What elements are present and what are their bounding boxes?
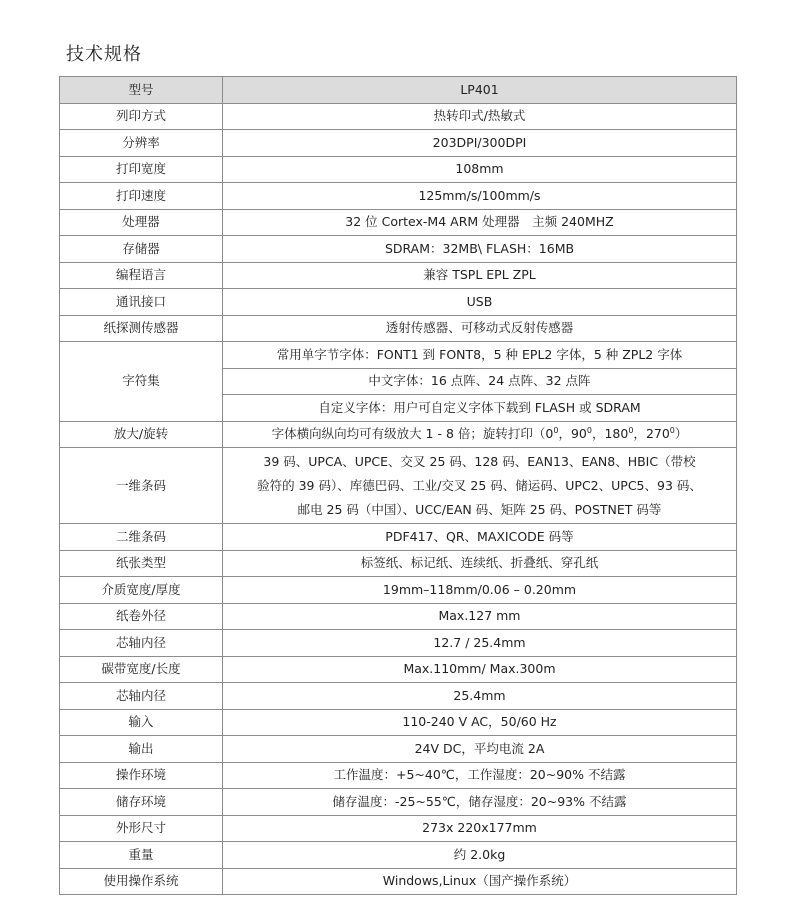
- row-label: 输入: [60, 709, 223, 736]
- row-label: 一维条码: [60, 448, 223, 524]
- table-row: [60, 156, 737, 183]
- row-label: 字符集: [60, 342, 223, 422]
- row-value: 12.7 / 25.4mm: [223, 630, 737, 657]
- table-row-zoom: [60, 421, 737, 448]
- row-value: 标签纸、标记纸、连续纸、折叠纸、穿孔纸: [223, 550, 737, 577]
- degree-mark: 0: [553, 426, 559, 436]
- angle-separator: ，: [591, 426, 605, 442]
- table-row: [60, 577, 737, 604]
- row-value: PDF417、QR、MAXICODE 码等: [223, 524, 737, 551]
- table-row: [60, 524, 737, 551]
- row-value: Max.110mm/ Max.300m: [223, 656, 737, 683]
- row-value: 常用单字节字体：FONT1 到 FONT8，5 种 EPL2 字体，5 种 ZPL2 字体: [223, 342, 737, 369]
- row-value: 273x 220x177mm: [223, 815, 737, 842]
- row-value: Max.127 mm: [223, 603, 737, 630]
- table-row: [60, 262, 737, 289]
- row-label: 碳带宽度/长度: [60, 656, 223, 683]
- row-label: 存储器: [60, 236, 223, 263]
- row-value: 中文字体：16 点阵、24 点阵、32 点阵: [223, 368, 737, 395]
- table-row: [60, 289, 737, 316]
- row-label: 芯轴内径: [60, 630, 223, 657]
- angle-value: 180: [604, 426, 629, 442]
- angle-separator: ，: [558, 426, 571, 442]
- row-value: 110-240 V AC，50/60 Hz: [223, 709, 737, 736]
- row-value: USB: [223, 289, 737, 316]
- row-label: 使用操作系统: [60, 868, 223, 895]
- table-row-barcode1d: [60, 448, 737, 524]
- row-label: 储存环境: [60, 789, 223, 816]
- row-label: 打印速度: [60, 183, 223, 210]
- table-row: [60, 630, 737, 657]
- table-row: [60, 183, 737, 210]
- row-label: 外形尺寸: [60, 815, 223, 842]
- header-label: 型号: [60, 77, 223, 104]
- row-value: [223, 448, 737, 524]
- table-row: [60, 130, 737, 157]
- row-value: 储存温度：-25~55℃，储存湿度：20~93% 不结露: [223, 789, 737, 816]
- row-label: 纸张类型: [60, 550, 223, 577]
- table-header-row: [60, 77, 737, 104]
- table-row: [60, 550, 737, 577]
- table-row: [60, 236, 737, 263]
- row-value: 19mm–118mm/0.06 – 0.20mm: [223, 577, 737, 604]
- degree-mark: 0: [586, 426, 592, 436]
- row-label: 输出: [60, 736, 223, 763]
- table-row: [60, 683, 737, 710]
- row-label: 分辨率: [60, 130, 223, 157]
- row-label: 列印方式: [60, 103, 223, 130]
- page-title: 技术规格: [66, 44, 142, 65]
- barcode-line: 邮电 25 码（中国）、UCC/EAN 码、矩阵 25 码、POSTNET 码等: [297, 501, 662, 517]
- row-value: 108mm: [223, 156, 737, 183]
- table-row: [60, 762, 737, 789]
- row-value: 工作温度：+5~40℃，工作湿度：20~90% 不结露: [223, 762, 737, 789]
- angle-value: 0: [545, 426, 554, 442]
- row-value: 热转印式/热敏式: [223, 103, 737, 130]
- table-row: [60, 315, 737, 342]
- table-row: [60, 603, 737, 630]
- header-value: LP401: [223, 77, 737, 104]
- degree-mark: 0: [669, 426, 675, 436]
- row-label: 介质宽度/厚度: [60, 577, 223, 604]
- degree-mark: 0: [628, 426, 634, 436]
- angle-value: 90: [570, 426, 587, 442]
- row-label: 处理器: [60, 209, 223, 236]
- row-label: 编程语言: [60, 262, 223, 289]
- row-value: 约 2.0kg: [223, 842, 737, 869]
- table-row: [60, 656, 737, 683]
- table-row: [60, 842, 737, 869]
- table-row: [60, 709, 737, 736]
- row-value: 自定义字体：用户可自定义字体下载到 FLASH 或 SDRAM: [223, 395, 737, 422]
- row-value: 203DPI/300DPI: [223, 130, 737, 157]
- barcode-line: 39 码、UPCA、UPCE、交叉 25 码、128 码、EAN13、EAN8、HBIC（带校: [263, 453, 696, 469]
- table-row: [60, 815, 737, 842]
- spec-table: [59, 76, 737, 895]
- table-row: [60, 103, 737, 130]
- table-row: [60, 868, 737, 895]
- table-row: [60, 789, 737, 816]
- row-label: 二维条码: [60, 524, 223, 551]
- row-value: 24V DC，平均电流 2A: [223, 736, 737, 763]
- table-row: [60, 736, 737, 763]
- row-label: 纸卷外径: [60, 603, 223, 630]
- table-row-charset: [60, 342, 737, 369]
- row-label: 通讯接口: [60, 289, 223, 316]
- table-row: [60, 209, 737, 236]
- row-label: 操作环境: [60, 762, 223, 789]
- zoom-prefix: 字体横向纵向均可有级放大 1 - 8 倍；旋转打印（: [271, 426, 546, 442]
- row-value: SDRAM：32MB\ FLASH：16MB: [223, 236, 737, 263]
- row-value: 32 位 Cortex-M4 ARM 处理器 主频 240MHZ: [223, 209, 737, 236]
- row-label: 芯轴内径: [60, 683, 223, 710]
- row-value: Windows,Linux（国产操作系统）: [223, 868, 737, 895]
- row-label: 纸探测传感器: [60, 315, 223, 342]
- barcode-line: 验符的 39 码）、库德巴码、工业/交叉 25 码、储运码、UPC2、UPC5、93 码、: [257, 477, 702, 493]
- angle-separator: ，: [633, 426, 646, 442]
- row-value: 125mm/s/100mm/s: [223, 183, 737, 210]
- zoom-suffix: ）: [674, 426, 688, 442]
- row-label: 放大/旋转: [60, 421, 223, 448]
- row-value: 25.4mm: [223, 683, 737, 710]
- row-value: [223, 421, 737, 448]
- row-value: 透射传感器、可移动式反射传感器: [223, 315, 737, 342]
- row-label: 重量: [60, 842, 223, 869]
- row-value: 兼容 TSPL EPL ZPL: [223, 262, 737, 289]
- row-label: 打印宽度: [60, 156, 223, 183]
- angle-value: 270: [645, 426, 670, 442]
